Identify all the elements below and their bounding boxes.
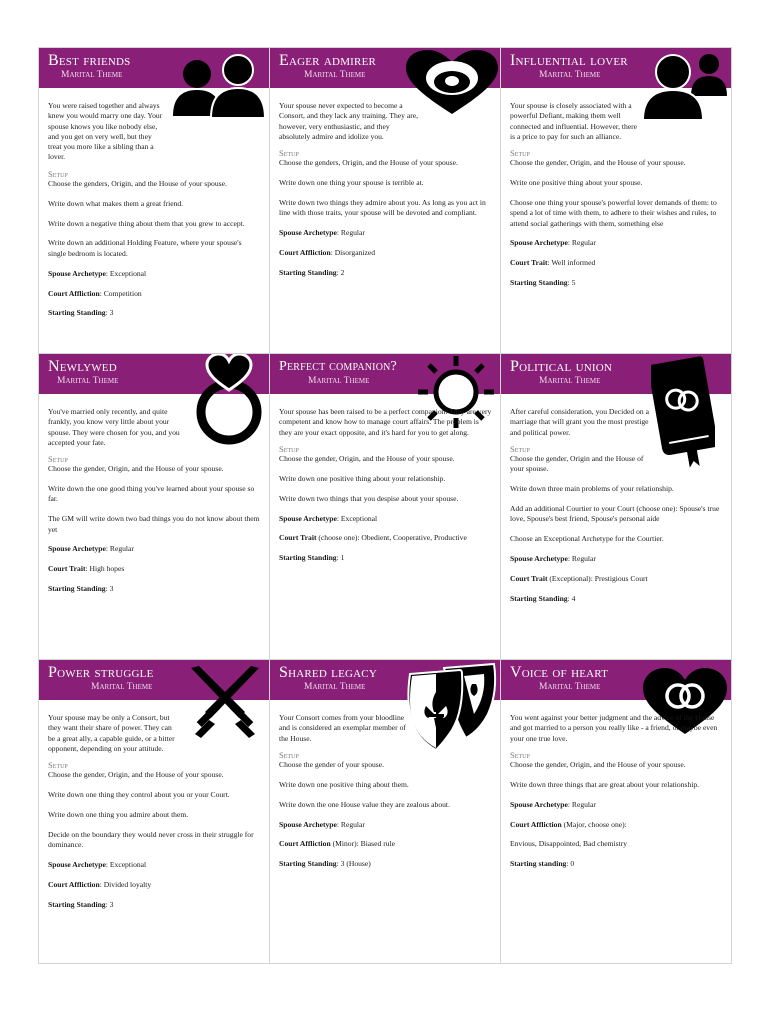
stat-line: Starting Standing: 3 [48,899,114,909]
card-title: Political union [510,358,613,375]
stat-line: Starting Standing: 3 [48,308,114,318]
setup-heading: Setup [48,454,68,465]
card-title: Voice of heart [510,664,609,681]
theme-card-power-struggle [39,660,269,963]
card-subtitle: Marital Theme [539,376,601,386]
intro-text: Your spouse never expected to become a Consort, and they lack any training. They are, however, very enthusiastic, and they absolutely admire and idolize you. [279,101,419,141]
instruction: Write down three main problems of your relationship. [510,484,674,494]
stat-line: Envious, Disappointed, Bad chemistry [510,839,628,849]
stat-line: Starting standing: 0 [510,859,575,869]
instruction: Write down three things that are great about your relationship. [510,779,700,789]
stat-line: Starting Standing: 1 [279,553,345,563]
card-title: Best friends [48,52,131,69]
theme-card-perfect-companion [270,354,500,659]
instruction: Decide on the boundary they would never cross in their struggle for dominance. [48,829,254,850]
card-title: Shared legacy [279,664,377,681]
stat-line: Spouse Archetype: Regular [279,228,365,238]
instruction: Choose the gender of your spouse. [279,759,385,769]
card-body [510,101,723,298]
card-subtitle: Marital Theme [308,376,370,386]
card-body [279,407,492,573]
card-subtitle: Marital Theme [91,682,153,692]
instruction: Write down the one House value they are zealous about. [279,799,450,809]
theme-card-newlywed [39,354,269,659]
setup-heading: Setup [279,749,299,760]
stat-line: Spouse Archetype: Regular [279,819,365,829]
instruction: Write down an additional Holding Feature, where your spouse's single bedroom is located. [48,238,242,258]
stat-line: Court Affliction: Competition [48,288,142,298]
instruction: Choose one thing your spouse's powerful lover demands of them: to spend a lot of time with them, to adhere to their wishes and rules, to attend social gatherings with them, something else [510,197,717,228]
stat-line: Court Trait: High hopes [48,564,125,574]
stat-line: Starting Standing: 2 [279,267,345,277]
card-body [279,101,492,288]
instruction: Write down one positive thing about your relationship. [279,473,446,483]
card-body [48,101,261,328]
theme-card-influential-lover [501,48,731,353]
card-title: Influential lover [510,52,628,69]
instruction: Write down a negative thing about them that you grew to accept. [48,218,245,228]
stat-line: Spouse Archetype: Exceptional [48,860,147,870]
stat-line: Court Trait: Well informed [510,258,596,268]
stat-line: Spouse Archetype: Regular [48,544,134,554]
intro-text: You were raised together and always knew you would marry one day. Your spouse knows you like nobody else, and you get on very well, but they treat you more like a sibling than a lover. [48,101,163,162]
theme-card-best-friends [39,48,269,353]
card-subtitle: Marital Theme [57,376,119,386]
intro-text: Your Consort comes from your bloodline and is considered an exemplar member of the House. [279,713,406,743]
instruction: Write down one positive thing about them. [279,779,409,789]
intro-text: After careful consideration, you Decided on a marriage that will grant you the most prestige and political power. [510,407,649,437]
instruction: Choose the gender, Origin, and the House of your spouse. [48,770,224,780]
setup-heading: Setup [510,443,530,454]
card-subtitle: Marital Theme [539,70,601,80]
instruction: Write down one thing your spouse is terrible at. [279,178,424,188]
stat-line: Starting Standing: 4 [510,593,576,603]
setup-heading: Setup [510,148,530,159]
card-title: Perfect companion? [279,359,397,374]
card-title: Power struggle [48,664,154,681]
instruction: Choose the gender, Origin, and the House of your spouse. [279,453,455,463]
instruction: Write down one thing they control about you or your Court. [48,790,230,800]
card-subtitle: Marital Theme [304,70,366,80]
card-subtitle: Marital Theme [539,682,601,692]
card-subtitle: Marital Theme [304,682,366,692]
stat-line: Spouse Archetype: Regular [510,238,596,248]
stat-line: Court Affliction (Minor): Biased rule [279,839,396,849]
intro-text: You've married only recently, and quite frankly, you know very little about your spouse. They were chosen for you, and you accepted your fate. [48,407,180,447]
card-subtitle: Marital Theme [61,70,123,80]
instruction: Write down two things that you despise about your spouse. [279,493,459,503]
card-body [510,713,723,879]
instruction: Write down two things they admire about you. As long as you act in line with those traits, your spouse will be devoted and compliant. [279,197,486,218]
setup-heading: Setup [279,148,299,159]
theme-card-shared-legacy [270,660,500,963]
stat-line: Starting Standing: 3 [48,584,114,594]
intro-text: Your spouse may be only a Consort, but they want their share of power. They can be a great ally, a capable guide, or a bitter opponent, depending on your attitude. [48,713,175,753]
instruction: Choose the genders, Origin, and the House of your spouse. [48,178,227,188]
instruction: Choose an Exceptional Archetype for the Courtier. [510,534,664,544]
stat-line: Court Affliction: Divided loyalty [48,879,152,889]
card-body [48,713,261,920]
instruction: Write one positive thing about your spouse. [510,178,643,188]
card-body [279,713,492,879]
instruction: Add an additional Courtier to your Court (choose one): Spouse's true love, Spouse's best friend, Spouse's personal aide [510,503,720,524]
setup-heading: Setup [48,168,68,179]
instruction: Choose the gender, Origin, and the House of your spouse. [510,158,686,168]
theme-card-political-union [501,354,731,659]
instruction: Choose the gender, Origin, and the House of your spouse. [48,464,224,474]
card-title: Newlywed [48,358,117,375]
theme-card-grid [38,47,732,964]
card-body [510,407,723,614]
intro-text: You went against your better judgment and the advice of the House and got married to a person you really like - a friend, or maybe even your one true love. [510,713,718,743]
stat-line: Spouse Archetype: Exceptional [279,513,378,523]
card-title: Eager admirer [279,52,377,69]
theme-card-voice-of-heart [501,660,731,963]
instruction: Choose the gender, Origin and the House of your spouse. [510,453,644,474]
instruction: Choose the gender, Origin, and the House of your spouse. [510,759,686,769]
stat-line: Spouse Archetype: Regular [510,799,596,809]
stat-line: Court Affliction: Disorganized [279,248,376,258]
stat-line: Spouse Archetype: Exceptional [48,268,147,278]
setup-heading: Setup [510,749,530,760]
setup-heading: Setup [48,760,68,771]
setup-heading: Setup [279,443,299,454]
card-body [48,407,261,604]
theme-card-eager-admirer [270,48,500,353]
instruction: Write down one thing you admire about them. [48,809,189,819]
stat-line: Spouse Archetype: Regular [510,554,596,564]
instruction: The GM will write down two bad things you do not know about them yet [48,514,260,534]
stat-line: Court Trait (Exceptional): Prestigious Court [510,573,648,583]
stat-line: Court Affliction (Major, choose one): [510,819,627,829]
instruction: Write down what makes them a great friend. [48,198,184,208]
intro-text: Your spouse is closely associated with a powerful Defiant, making them well connected and influential. However, there is a price to pay for such an alliance. [510,101,638,141]
stat-line: Starting Standing: 3 (House) [279,859,371,869]
stat-line: Starting Standing: 5 [510,278,576,288]
instruction: Choose the genders, Origin, and the House of your spouse. [279,158,458,168]
instruction: Write down the one good thing you've learned about your spouse so far. [48,484,255,504]
stat-line: Court Trait (choose one): Obedient, Cooperative, Productive [279,533,467,543]
intro-text: Your spouse has been raised to be a perfect companion. They are very competent and know how to manage court affairs. The problem is they are your exact opposite, and it's hard for you to get along. [279,407,492,437]
